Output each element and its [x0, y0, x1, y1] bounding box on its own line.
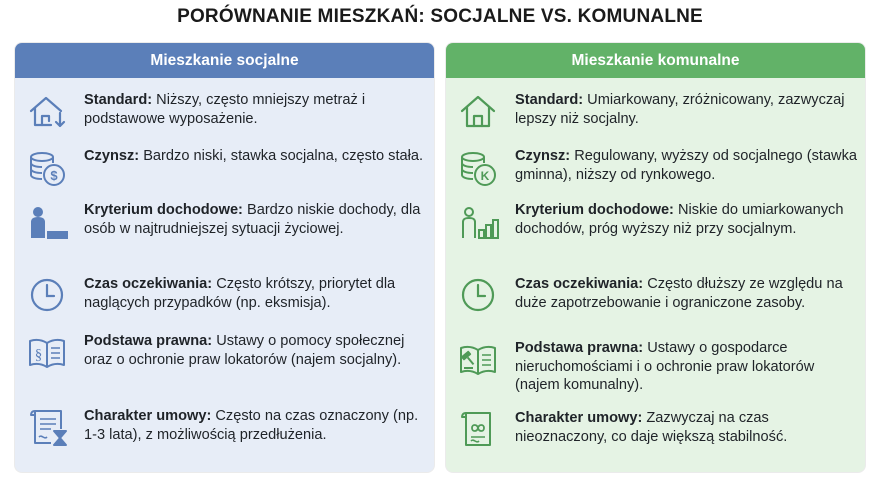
- item-text: Ustawy o pomocy społecznej oraz o ochronie praw lokatorów (najem socjalny).: [84, 333, 405, 368]
- item-text: Często dłuższy ze względu na duże zapotrzebowanie i ograniczone zasoby.: [515, 276, 843, 311]
- house-icon: [458, 91, 500, 133]
- item-label: Charakter umowy:: [515, 410, 643, 426]
- panel-header: Mieszkanie socjalne: [15, 43, 434, 78]
- house-down-arrow-icon: [27, 91, 69, 133]
- communal-housing-panel: [446, 43, 865, 472]
- coins-dollar-icon: [27, 147, 69, 189]
- item-text: Niższy, często mniejszy metraż i podstawowe wyposażenie.: [84, 92, 366, 127]
- item-text: Bardzo niski, stawka socjalna, często stała.: [139, 148, 424, 164]
- item-text: Umiarkowany, zróżnicowany, zazwyczaj lepszy niż socjalny.: [515, 92, 845, 127]
- item-label: Standard:: [84, 92, 153, 108]
- item-text: Zazwyczaj na czas nieoznaczony, co daje większą stabilność.: [515, 410, 788, 445]
- item-label: Podstawa prawna:: [84, 333, 213, 349]
- contract-hourglass-icon: [27, 407, 69, 449]
- svg-text:§: §: [34, 347, 43, 363]
- item-text: Często na czas oznaczony (np. 1-3 lata), z możliwością przedłużenia.: [84, 408, 419, 443]
- panel-header: Mieszkanie komunalne: [446, 43, 865, 78]
- item-text: Często krótszy, priorytet dla naglących przypadków (np. eksmisja).: [84, 276, 396, 311]
- item-label: Czynsz:: [515, 148, 571, 164]
- item-label: Czas oczekiwania:: [84, 276, 213, 292]
- item-label: Czas oczekiwania:: [515, 276, 644, 292]
- item-label: Charakter umowy:: [84, 408, 212, 424]
- item-label: Czynsz:: [84, 148, 140, 164]
- item-label: Standard:: [515, 92, 584, 108]
- item-text: Regulowany, wyższy od socjalnego (stawka gminna), niższy od rynkowego.: [515, 148, 858, 183]
- contract-infinity-icon: [458, 409, 500, 451]
- item-text: Ustawy o gospodarce nieruchomościami i o ochronie praw lokatorów (najem komunalny).: [515, 340, 815, 393]
- svg-text:$: $: [50, 168, 58, 183]
- law-book-section-icon: [27, 332, 69, 374]
- coins-k-icon: [458, 147, 500, 189]
- clock-icon: [458, 275, 500, 317]
- person-low-bars-icon: [27, 201, 69, 243]
- item-label: Podstawa prawna:: [515, 340, 644, 356]
- law-book-gavel-icon: [458, 339, 500, 381]
- page-title: PORÓWNANIE MIESZKAŃ: SOCJALNE VS. KOMUNALNE: [177, 6, 703, 27]
- item-label: Kryterium dochodowe:: [84, 202, 243, 218]
- svg-text:K: K: [480, 169, 490, 183]
- item-text: Bardzo niskie dochody, dla osób w najtrudniejszej sytuacji życiowej.: [84, 202, 421, 237]
- item-label: Kryterium dochodowe:: [515, 202, 674, 218]
- person-rising-bars-icon: [458, 201, 500, 243]
- item-text: Niskie do umiarkowanych dochodów, próg wyższy niż przy socjalnym.: [515, 202, 844, 237]
- social-housing-panel: [15, 43, 434, 472]
- clock-icon: [27, 275, 69, 317]
